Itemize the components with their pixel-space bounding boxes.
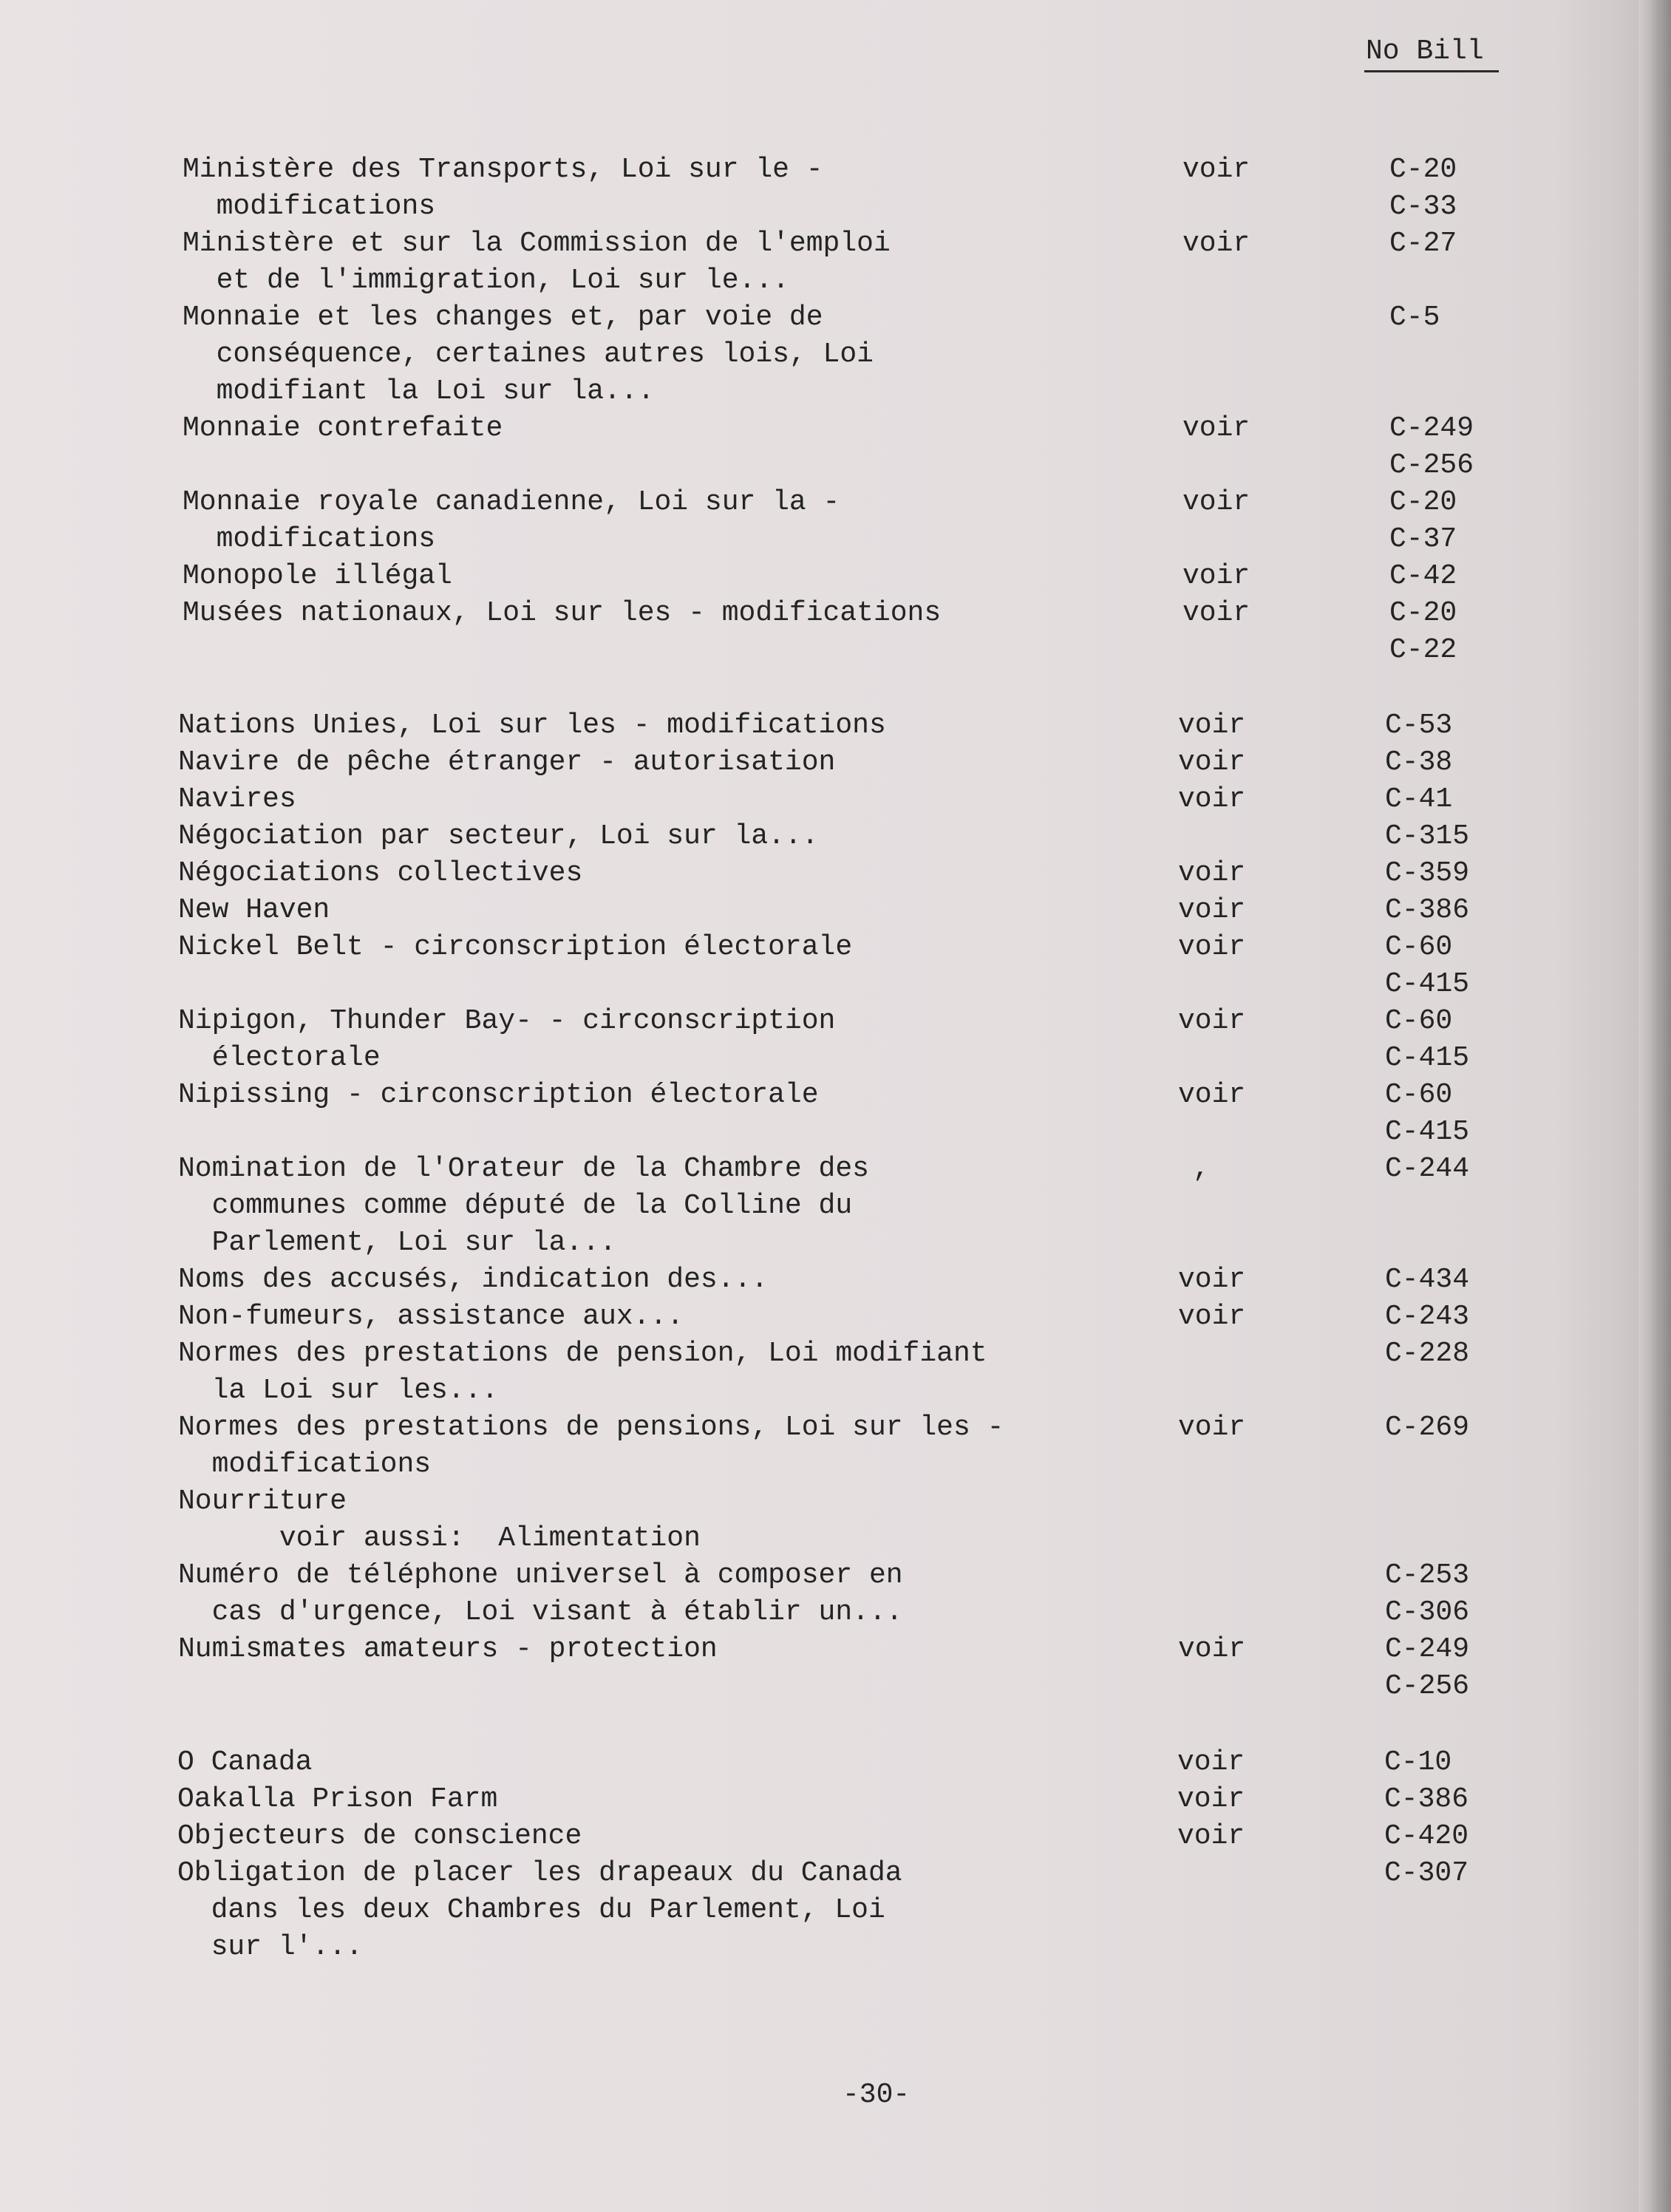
entry-reference: voir: [1182, 560, 1250, 592]
entry-reference: voir: [1178, 709, 1246, 741]
entry-bill-number: C-38: [1385, 746, 1453, 778]
entry-subject-continued: sur l'...: [177, 1931, 363, 1963]
page-number: -30-: [843, 2079, 911, 2111]
entry-subject-continued: modifications: [183, 191, 436, 222]
entry-bill-number: C-249: [1389, 412, 1474, 444]
entry-subject: Normes des prestations de pension, Loi modifiant: [178, 1338, 987, 1369]
entry-subject: Objecteurs de conscience: [177, 1820, 582, 1852]
entry-reference: voir: [1178, 931, 1246, 963]
entry-subject-continued: Parlement, Loi sur la...: [178, 1227, 616, 1259]
entry-bill-number: C-228: [1385, 1338, 1470, 1369]
entry-bill-number: C-60: [1385, 1005, 1453, 1037]
entry-bill-number: C-20: [1389, 154, 1457, 186]
entry-bill-number: C-53: [1385, 709, 1453, 741]
entry-bill-number: C-256: [1389, 449, 1474, 481]
entry-subject-continued: modifiant la Loi sur la...: [183, 375, 655, 407]
entry-subject-continued: modifications: [183, 523, 436, 555]
entry-subject: Monnaie et les changes et, par voie de: [183, 302, 823, 333]
binding-edge: [1638, 0, 1671, 2212]
entry-subject: Numéro de téléphone universel à composer en: [178, 1559, 903, 1591]
entry-reference: voir: [1178, 1412, 1246, 1443]
entry-bill-number: C-5: [1389, 302, 1440, 333]
entry-bill-number: C-27: [1389, 228, 1457, 259]
entry-subject: New Haven: [178, 894, 330, 926]
entry-bill-number: C-20: [1389, 486, 1457, 518]
entry-bill-number: C-41: [1385, 783, 1453, 815]
entry-subject-continued: conséquence, certaines autres lois, Loi: [183, 338, 874, 370]
entry-bill-number: C-37: [1389, 523, 1457, 555]
entry-subject: Navire de pêche étranger - autorisation: [178, 746, 836, 778]
entry-reference: voir: [1178, 1079, 1246, 1111]
entry-reference: voir: [1178, 1633, 1246, 1665]
entry-subject: Nipissing - circonscription électorale: [178, 1079, 819, 1111]
entry-subject: Monopole illégal: [183, 560, 452, 592]
entry-reference: ,: [1193, 1153, 1210, 1185]
entry-bill-number: C-415: [1385, 1116, 1470, 1148]
entry-bill-number: C-10: [1384, 1746, 1452, 1778]
entry-subject: Ministère des Transports, Loi sur le -: [183, 154, 823, 186]
entry-subject: Navires: [178, 783, 296, 815]
entry-subject: Nomination de l'Orateur de la Chambre des: [178, 1153, 869, 1185]
entry-bill-number: C-359: [1385, 857, 1470, 889]
entry-bill-number: C-256: [1385, 1670, 1470, 1702]
entry-reference: voir: [1177, 1746, 1245, 1778]
entry-subject-continued: cas d'urgence, Loi visant à établir un...: [178, 1596, 903, 1628]
entry-subject: Musées nationaux, Loi sur les - modifications: [183, 597, 942, 629]
entry-bill-number: C-33: [1389, 191, 1457, 222]
entry-subject: Négociation par secteur, Loi sur la...: [178, 820, 819, 852]
entry-bill-number: C-60: [1385, 1079, 1453, 1111]
entry-bill-number: C-386: [1385, 894, 1470, 926]
entry-bill-number: C-415: [1385, 968, 1470, 1000]
column-header-no-bill: No Bill: [1366, 35, 1484, 67]
entry-reference: voir: [1182, 597, 1250, 629]
entry-bill-number: C-42: [1389, 560, 1457, 592]
entry-reference: voir: [1182, 486, 1250, 518]
entry-subject: Nourriture: [178, 1486, 347, 1517]
entry-bill-number: C-434: [1385, 1264, 1470, 1296]
entry-subject-continued: et de l'immigration, Loi sur le...: [183, 265, 789, 296]
entry-bill-number: C-60: [1385, 931, 1453, 963]
entry-subject: Noms des accusés, indication des...: [178, 1264, 769, 1296]
entry-reference: voir: [1178, 783, 1246, 815]
entry-subject: Obligation de placer les drapeaux du Canada: [177, 1857, 902, 1889]
entry-subject-continued: dans les deux Chambres du Parlement, Loi: [177, 1894, 885, 1926]
entry-bill-number: C-415: [1385, 1042, 1470, 1074]
entry-bill-number: C-253: [1385, 1559, 1470, 1591]
entry-reference: voir: [1177, 1820, 1245, 1852]
entry-subject: Non-fumeurs, assistance aux...: [178, 1301, 684, 1333]
entry-bill-number: C-306: [1385, 1596, 1470, 1628]
entry-subject: O Canada: [177, 1746, 313, 1778]
entry-bill-number: C-269: [1385, 1412, 1470, 1443]
entry-subject: Nipigon, Thunder Bay- - circonscription: [178, 1005, 836, 1037]
entry-subject: Monnaie royale canadienne, Loi sur la -: [183, 486, 840, 518]
entry-bill-number: C-386: [1384, 1783, 1469, 1815]
entry-reference: voir: [1178, 894, 1246, 926]
entry-subject-continued: modifications: [178, 1449, 432, 1480]
entry-reference: voir: [1178, 1301, 1246, 1333]
entry-reference: voir: [1178, 746, 1246, 778]
entry-reference: voir: [1182, 154, 1250, 186]
entry-bill-number: C-307: [1384, 1857, 1469, 1889]
entry-bill-number: C-22: [1389, 634, 1457, 666]
entry-reference: voir: [1178, 1005, 1246, 1037]
entry-reference: voir: [1178, 1264, 1246, 1296]
entry-bill-number: C-420: [1384, 1820, 1469, 1852]
entry-bill-number: C-315: [1385, 820, 1470, 852]
entry-subject: Monnaie contrefaite: [183, 412, 503, 444]
entry-subject: Négociations collectives: [178, 857, 583, 889]
entry-subject-continued: voir aussi: Alimentation: [178, 1522, 701, 1554]
entry-reference: voir: [1177, 1783, 1245, 1815]
entry-subject: Oakalla Prison Farm: [177, 1783, 498, 1815]
entry-subject-continued: communes comme député de la Colline du: [178, 1190, 853, 1222]
entry-subject: Normes des prestations de pensions, Loi sur les -: [178, 1412, 1004, 1443]
entry-subject: Ministère et sur la Commission de l'emploi: [183, 228, 891, 259]
entry-bill-number: C-243: [1385, 1301, 1470, 1333]
entry-bill-number: C-249: [1385, 1633, 1470, 1665]
entry-subject: Nations Unies, Loi sur les - modifications: [178, 709, 886, 741]
entry-bill-number: C-244: [1385, 1153, 1470, 1185]
header-underline: [1364, 70, 1499, 72]
entry-subject-continued: électorale: [178, 1042, 381, 1074]
entry-bill-number: C-20: [1389, 597, 1457, 629]
entry-subject-continued: la Loi sur les...: [178, 1375, 499, 1406]
entry-reference: voir: [1182, 228, 1250, 259]
entry-reference: voir: [1182, 412, 1250, 444]
entry-reference: voir: [1178, 857, 1246, 889]
entry-subject: Numismates amateurs - protection: [178, 1633, 718, 1665]
entry-subject: Nickel Belt - circonscription électorale: [178, 931, 853, 963]
